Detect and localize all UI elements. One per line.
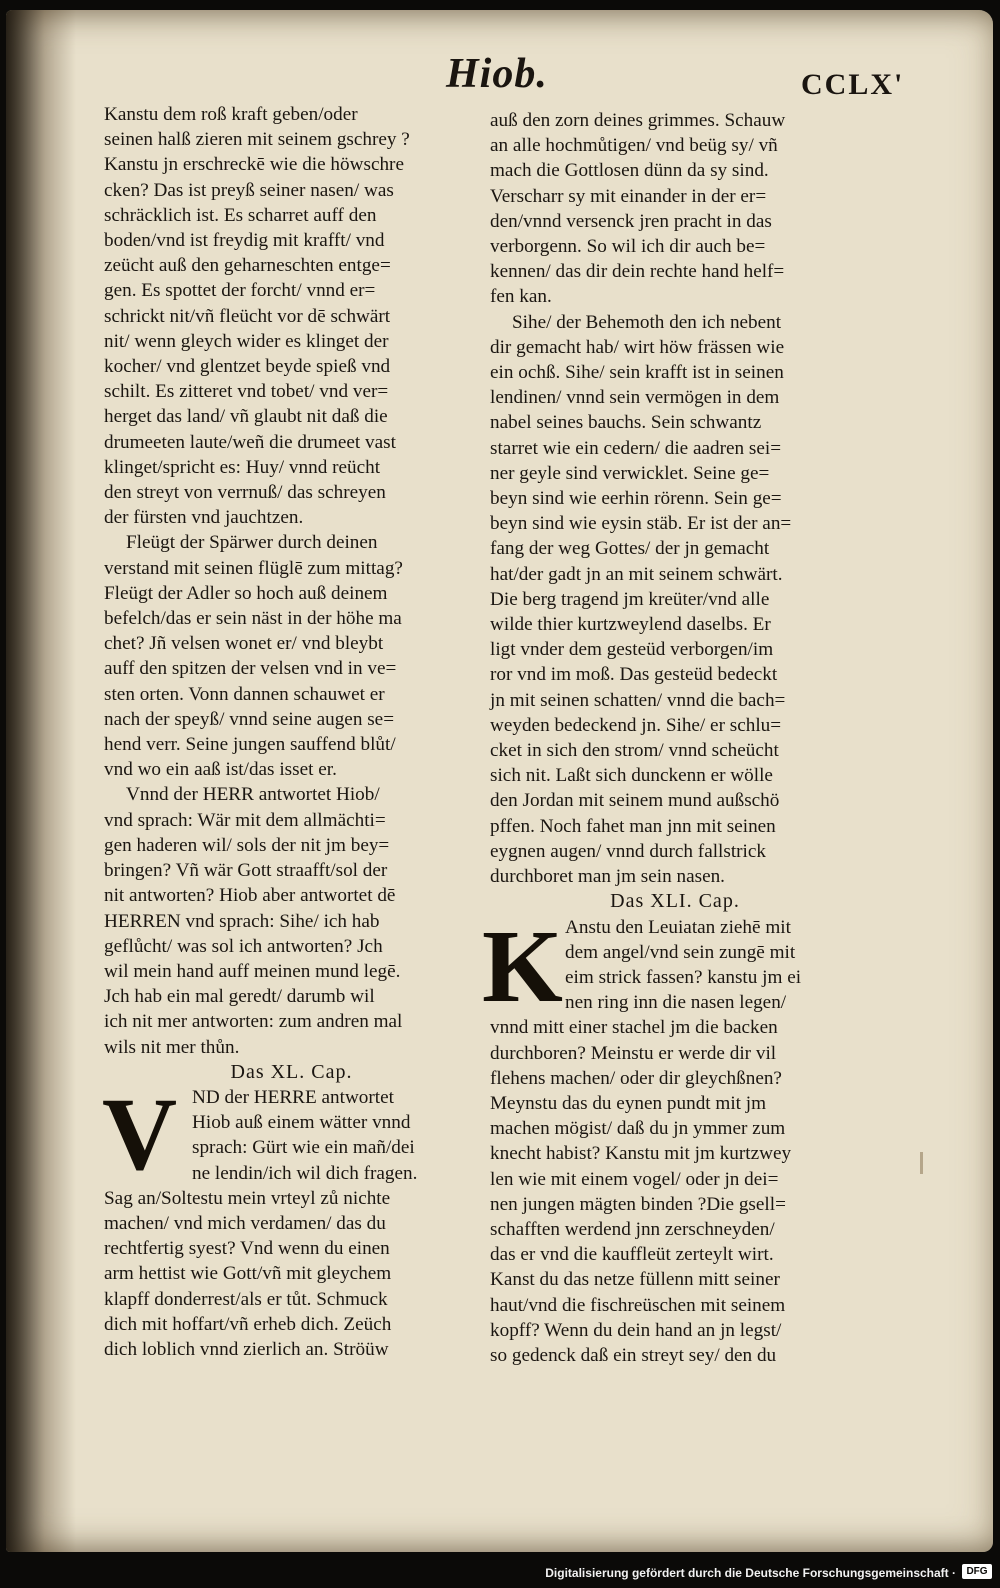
text-line: vnd wo ein aaß ist/das isset er.	[104, 759, 337, 781]
text-line: Verscharr sy mit einander in der er=	[490, 185, 767, 207]
text-line: dem angel/vnd sein zungē mit	[565, 941, 796, 963]
text-line: schafften werdend jnn zerschneyden/	[490, 1218, 775, 1240]
text-line: knecht habist? Kanstu mit jm kurtzwey	[490, 1143, 792, 1165]
text-line: an alle hochmůtigen/ vnd beüg sy/ vñ	[490, 135, 778, 157]
text-line: Kanst du das netze füllenn mitt seiner	[490, 1269, 780, 1291]
text-line: gen haderen wil/ sols der nit jm bey=	[104, 834, 390, 856]
text-line: ligt vnder dem gesteüd verborgen/im	[490, 639, 774, 661]
text-line: rechtfertig syest? Vnd wenn du einen	[104, 1238, 390, 1260]
text-line: bringen? Vñ wär Gott straafft/sol der	[104, 860, 388, 882]
text-line: so gedenck daß ein streyt sey/ den du	[490, 1344, 777, 1366]
text-line: auff den spitzen der velsen vnd in ve=	[104, 658, 397, 680]
drop-cap-v: V	[102, 1076, 178, 1192]
text-line: mach die Gottlosen dünn da sy sind.	[490, 160, 769, 182]
text-line: verstand mit seinen flüglē zum mittag?	[104, 557, 403, 579]
text-line: pffen. Noch fahet man jnn mit seinen	[490, 815, 776, 837]
text-line: schrickt nit/vñ fleücht vor dē schwärt	[104, 305, 391, 327]
text-line: hat/der gadt jn an mit seinem schwärt.	[490, 563, 783, 585]
text-line: Sihe/ der Behemoth den ich nebent	[512, 311, 782, 333]
text-line: starret wie ein cedern/ die aadren sei=	[490, 437, 782, 459]
digitization-footer	[0, 1560, 1000, 1588]
text-line: drumeeten laute/weñ die drumeet vast	[104, 431, 396, 453]
text-line: klapff donderrest/als er tůt. Schmuck	[104, 1288, 388, 1310]
text-line: wil mein hand auff meinen mund legē.	[104, 960, 401, 982]
left-column	[104, 102, 479, 1362]
text-line: boden/vnd ist freydig mit krafft/ vnd	[104, 230, 385, 252]
text-line: durchboren? Meinstu er werde dir vil	[490, 1042, 777, 1064]
text-line: geflůcht/ was sol ich antworten? Jch	[104, 935, 383, 957]
text-line: ne lendin/ich wil dich fragen.	[192, 1162, 418, 1184]
text-line: Anstu den Leuiatan ziehē mit	[565, 916, 791, 938]
chapter-xl-opening	[102, 1076, 479, 1192]
dfg-logo: DFG	[962, 1564, 992, 1579]
text-line: cken? Das ist preyß seiner nasen/ was	[104, 179, 394, 201]
text-line: beyn sind wie eerhin rörenn. Sein ge=	[490, 488, 782, 510]
text-line: wils nit mer thůn.	[104, 1036, 240, 1058]
text-line: lendinen/ vnnd sein vermögen in dem	[490, 387, 780, 409]
left-column-text	[104, 102, 479, 1060]
text-line: kocher/ vnd glentzet beyde spieß vnd	[104, 356, 391, 378]
text-line: haut/vnd die fischreüschen mit seinem	[490, 1294, 786, 1316]
text-line: kopff? Wenn du dein hand an jn legst/	[490, 1319, 782, 1341]
text-line: ich nit mer antworten: zum andren mal	[104, 1011, 403, 1033]
text-line: durchboret man jm sein nasen.	[490, 866, 725, 888]
text-line: befelch/das er sein näst in der höhe ma	[104, 608, 402, 630]
chapter-heading-xl: Das XL. Cap.	[230, 1060, 353, 1083]
book-page	[6, 10, 993, 1552]
footer-credit: Digitalisierung gefördert durch die Deutsche Forschungsgemeinschaft ·	[545, 1566, 956, 1580]
right-column	[482, 108, 860, 1368]
text-line: Kanstu dem roß kraft geben/oder	[104, 104, 358, 125]
text-line: dich mit hoffart/vñ erheb dich. Zeüch	[104, 1313, 392, 1335]
text-line: Sag an/Soltestu mein vrteyl zů nichte	[104, 1187, 391, 1209]
chapter-heading-xli: Das XLI. Cap.	[610, 890, 740, 913]
text-line: Fleügt der Adler so hoch auß deinem	[104, 582, 388, 604]
text-line: wilde thier kurtzweylend daselbs. Er	[490, 614, 771, 636]
text-line: HERREN vnd sprach: Sihe/ ich hab	[104, 910, 380, 932]
text-line: nen jungen mägten binden ?Die gsell=	[490, 1193, 786, 1215]
text-line: den/vnnd versenck jren pracht in das	[490, 210, 772, 232]
text-line: machen mögist/ daß du jn ymmer zum	[490, 1118, 786, 1140]
page-gutter-shadow	[6, 10, 76, 1552]
text-line: flehens machen/ oder dir gleychßnen?	[490, 1067, 782, 1089]
chapter-xli-text	[490, 1015, 860, 1368]
text-line: der fürsten vnd jauchtzen.	[104, 507, 304, 529]
text-line: schräcklich ist. Es scharret auff den	[104, 204, 377, 226]
text-line: Fleügt der Spärwer durch deinen	[126, 532, 378, 554]
text-line: auß den zorn deines grimmes. Schauw	[490, 110, 786, 131]
text-line: kennen/ das dir dein rechte hand helf=	[490, 261, 785, 283]
text-line: hend verr. Seine jungen sauffend blůt/	[104, 734, 396, 756]
text-line: ein ochß. Sihe/ sein krafft ist in seinen	[490, 362, 784, 384]
text-line: Vnnd der HERR antwortet Hiob/	[126, 784, 380, 806]
text-line: sten orten. Vonn dannen schauwet er	[104, 683, 385, 705]
text-line: Meynstu das du eynen pundt mit jm	[490, 1092, 767, 1114]
text-line: sprach: Gürt wie ein mañ/dei	[192, 1137, 415, 1159]
text-line: beyn sind wie eysin stäb. Er ist der an=	[490, 513, 792, 535]
text-line: chet? Jñ velsen wonet er/ vnd bleybt	[104, 633, 384, 655]
text-line: eim strick fassen? kanstu jm ei	[565, 966, 802, 988]
text-line: nabel seines bauchs. Sein schwantz	[490, 412, 762, 434]
text-line: den Jordan mit seinem mund außschö	[490, 790, 780, 812]
text-line: gen. Es spottet der forcht/ vnnd er=	[104, 280, 376, 302]
text-line: verborgenn. So wil ich dir auch be=	[490, 236, 766, 258]
text-line: herget das land/ vñ glaubt nit daß die	[104, 406, 388, 428]
text-line: dir gemacht hab/ wirt höw frässen wie	[490, 336, 785, 358]
text-line: fang der weg Gottes/ der jn gemacht	[490, 538, 770, 560]
text-line: nit/ wenn gleych wider es klinget der	[104, 330, 389, 352]
text-line: fen kan.	[490, 286, 552, 308]
running-title: Hiob.	[446, 51, 548, 97]
text-line: nach der speyß/ vnnd seine augen se=	[104, 708, 395, 730]
text-line: den streyt von verrnuß/ das schreyen	[104, 482, 386, 504]
text-line: machen/ vnd mich verdamen/ das du	[104, 1212, 386, 1234]
text-line: vnnd mitt einer stachel jm die backen	[490, 1017, 778, 1039]
text-line: schilt. Es zitteret vnd tobet/ vnd ver=	[104, 381, 389, 403]
right-column-text	[490, 108, 860, 889]
text-line: nit antworten? Hiob aber antwortet dē	[104, 885, 396, 907]
text-line: ner geyle sind verwicklet. Seine ge=	[490, 462, 770, 484]
text-line: Die berg tragend jm kreüter/vnd alle	[490, 588, 770, 610]
text-line: nen ring inn die nasen legen/	[565, 992, 787, 1014]
text-line: arm hettist wie Gott/vñ mit gleychem	[104, 1263, 392, 1285]
text-line: Kanstu jn erschreckē wie die höwschre	[104, 154, 404, 176]
text-line: vnd sprach: Wär mit dem allmächti=	[104, 809, 386, 831]
chapter-xli-opening	[482, 908, 860, 1024]
text-line: das er vnd die kauffleüt zerteylt wirt.	[490, 1244, 774, 1266]
text-line: dich loblich vnnd zierlich an. Ströüw	[104, 1338, 389, 1360]
text-line: len wie mit einem vogel/ oder jn dei=	[490, 1168, 779, 1190]
text-line: Hiob auß einem wätter vnnd	[192, 1112, 411, 1134]
paper-mark	[920, 1152, 923, 1174]
text-line: klinget/spricht es: Huy/ vnnd reücht	[104, 456, 381, 478]
text-line: Jch hab ein mal geredt/ darumb wil	[104, 986, 375, 1008]
text-line: ror vnd im moß. Das gesteüd bedeckt	[490, 664, 778, 686]
text-line: cket in sich den strom/ vnnd scheücht	[490, 740, 779, 762]
text-line: seinen halß zieren mit seinem gschrey ?	[104, 129, 410, 151]
folio-number: CCLX'	[801, 68, 905, 101]
text-line: ND der HERRE antwortet	[192, 1086, 394, 1108]
text-line: eygnen augen/ vnnd durch fallstrick	[490, 840, 766, 862]
text-line: zeücht auß den geharneschten entge=	[104, 255, 391, 277]
drop-cap-k: K	[482, 908, 563, 1024]
text-line: weyden bedeckend jn. Sihe/ er schlu=	[490, 714, 782, 736]
text-line: sich nit. Laßt sich dunckenn er wölle	[490, 765, 773, 787]
chapter-xl-text	[104, 1186, 479, 1362]
text-line: jn mit seinen schatten/ vnnd die bach=	[490, 689, 786, 711]
